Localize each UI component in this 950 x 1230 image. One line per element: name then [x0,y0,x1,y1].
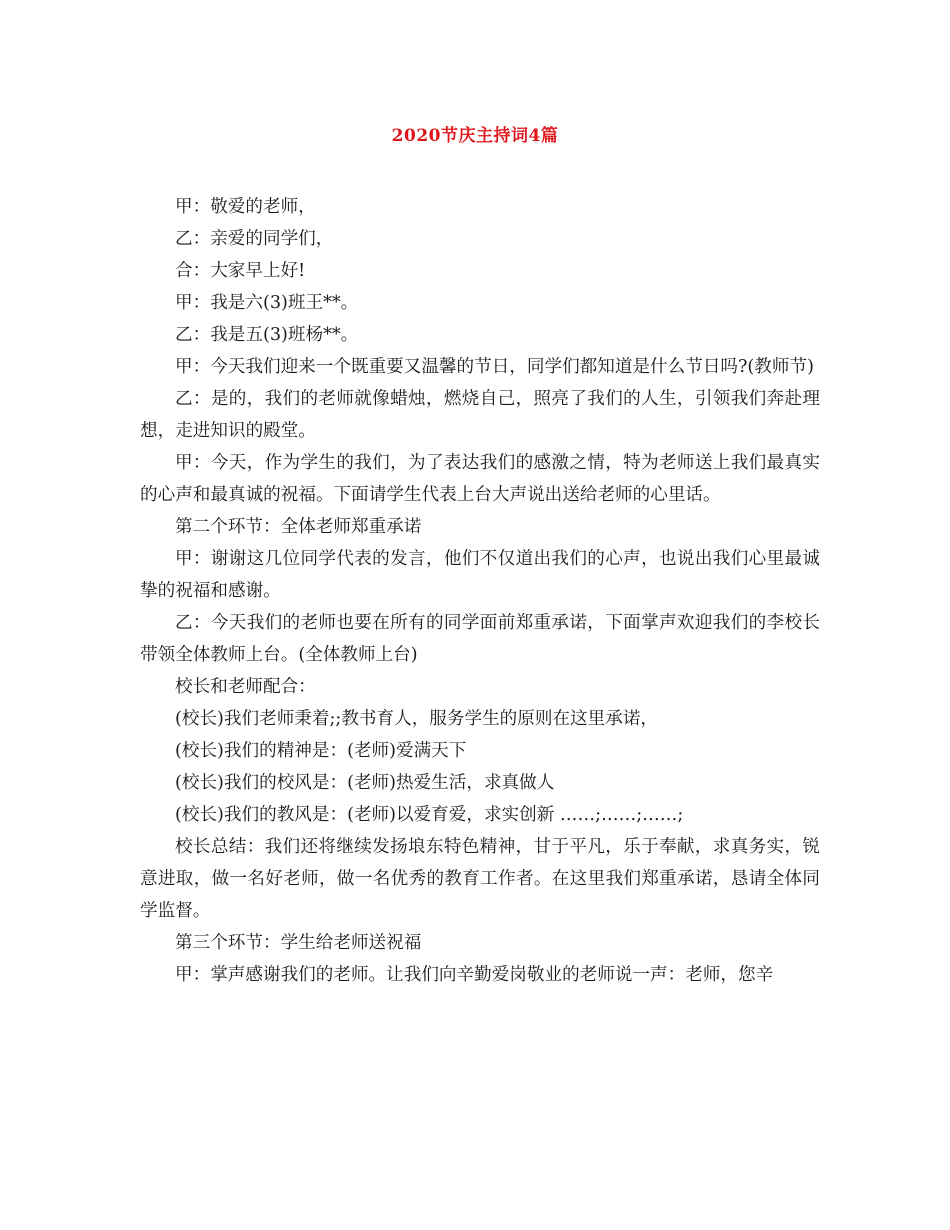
document-title: 2020节庆主持词4篇 [391,126,559,146]
paragraph: 甲：敬爱的老师， [175,197,316,217]
paragraph: (校长)我们的精神是：(老师)爱满天下 [175,741,467,761]
paragraph: 甲：今天我们迎来一个既重要又温馨的节日，同学们都知道是什么节日吗?(教师节) [175,357,814,377]
paragraph: 乙：是的，我们的老师就像蜡烛，燃烧自己，照亮了我们的人生，引领我们奔赴理想，走进知识的殿堂。 [140,389,820,441]
paragraph: (校长)我们的校风是：(老师)热爱生活，求真做人 [175,773,555,793]
paragraph: 甲：我是六(3)班王**。 [175,293,359,313]
paragraph: 甲：谢谢这几位同学代表的发言，他们不仅道出我们的心声，也说出我们心里最诚挚的祝福和感谢。 [140,549,820,601]
document-body [140,191,820,991]
paragraph: 乙：我是五(3)班杨**。 [175,325,359,345]
paragraph: 校长总结：我们还将继续发扬埌东特色精神，甘于平凡，乐于奉献，求真务实，锐意进取，做一名好老师，做一名优秀的教育工作者。在这里我们郑重承诺，恳请全体同学监督。 [140,837,820,921]
paragraph: 校长和老师配合： [175,677,316,697]
paragraph: 合：大家早上好! [175,261,306,281]
paragraph: 乙：亲爱的同学们， [175,229,334,249]
section-heading: 第二个环节：全体老师郑重承诺 [175,517,422,537]
paragraph: 甲：掌声感谢我们的老师。让我们向辛勤爱岗敬业的老师说一声：老师，您辛 [175,965,774,985]
paragraph: (校长)我们老师秉着;;教书育人，服务学生的原则在这里承诺， [175,709,659,729]
paragraph: 甲：今天，作为学生的我们，为了表达我们的感激之情，特为老师送上我们最真实的心声和最真诚的祝福。下面请学生代表上台大声说出送给老师的心里话。 [140,453,820,505]
paragraph: (校长)我们的教风是：(老师)以爱育爱，求实创新 ……;……;……; [175,805,684,825]
section-heading: 第三个环节：学生给老师送祝福 [175,933,422,953]
paragraph: 乙：今天我们的老师也要在所有的同学面前郑重承诺，下面掌声欢迎我们的李校长带领全体教师上台。(全体教师上台) [140,613,820,665]
